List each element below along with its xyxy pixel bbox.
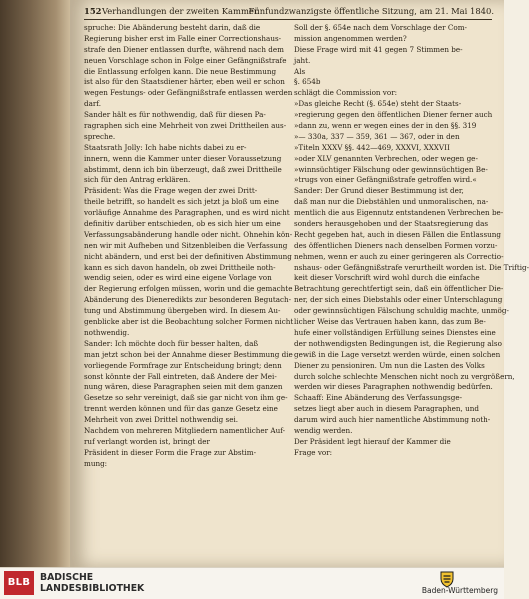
scanned-page: [70, 0, 529, 567]
text-line: spruche: Die Abänderung besteht darin, daß die: [84, 23, 261, 32]
text-line: tung und Abstimmung übergeben wird. In diesem Au-: [84, 306, 281, 316]
text-line: wendig seien, oder es wird eine eigene Vorlage von: [84, 273, 272, 283]
text-line: wendig werden.: [294, 425, 353, 435]
text-line: vorläufige Annahme des Paragraphen, und es wird nicht: [84, 208, 290, 218]
text-line: gewiß in die Lage versetzt werden würde, einen solchen: [294, 349, 501, 359]
text-line: sich für den Antrag erklären.: [84, 175, 191, 185]
text-line: licher Weise das Vertrauen haben kann, das zum Be-: [294, 317, 486, 327]
text-line: Diener zu pensioniren. Um nun die Lasten des Volks: [294, 360, 485, 370]
text-line: jaht.: [294, 55, 311, 65]
running-title-left: Verhandlungen der zweiten Kammer.: [102, 6, 260, 16]
text-line: genblicke aber ist die Beobachtung solcher Formen nicht: [84, 317, 294, 327]
text-line: Schaaff: Eine Abänderung des Verfassungsge-: [294, 393, 463, 403]
text-line: nehmen, wenn er auch zu einer geringeren als Correctio-: [294, 251, 504, 261]
text-line: nothwendig.: [84, 327, 130, 337]
book-spine: [0, 0, 70, 567]
text-line: nen wir mit Aufheben und Sitzenbleiben die Verfassung: [84, 240, 288, 250]
text-line: spreche.: [84, 131, 116, 141]
library-name: [40, 572, 144, 594]
text-line: Präsident: Was die Frage wegen der zwei Dritt-: [84, 186, 258, 196]
text-line: §. 654b: [294, 77, 321, 87]
running-title-right: Fünfundzwanzigste öffentliche Sitzung, am 21. Mai 1840.: [248, 6, 494, 16]
text-line: »Titeln XXXV §§. 442—469, XXXVI, XXXVII: [294, 142, 450, 152]
text-column-right: [294, 23, 529, 561]
text-line: Nachdem von mehreren Mitgliedern namentlicher Auf-: [84, 425, 286, 435]
text-line: der Regierung erfolgen müssen, worin und die gemachte: [84, 284, 293, 294]
text-line: theile betrifft, so handelt es sich jetzt ja bloß um eine: [84, 197, 279, 207]
text-line: »— 330a, 337 — 359, 361 — 367, oder in den: [294, 131, 460, 141]
text-line: daß man nur die Diebstählen und unmoralischen, na-: [294, 197, 489, 207]
text-line: kann es sich davon handeln, ob zwei Drittheile noth-: [84, 262, 276, 272]
text-line: nung wären, diese Paragraphen seien mit dem ganzen: [84, 382, 283, 392]
text-line: ruf verlangt worden ist, bringt der: [84, 436, 210, 446]
text-line: nicht abändern, und erst bei der definitiven Abstimmung: [84, 251, 292, 261]
text-line: Abänderung des Dieneredikts zur besonderen Begutach-: [84, 295, 292, 305]
library-name-line1: BADISCHE: [40, 572, 94, 583]
text-line: keit dieser Vorschrift wird wohl durch die einfache: [294, 273, 480, 283]
text-line: Sander hält es für nothwendig, daß für diesen Pa-: [84, 110, 266, 120]
text-line: Sander: Ich möchte doch für besser halten, daß: [84, 338, 259, 348]
text-line: »winnsüchtiger Fälschung oder gewinnsüchtigen Be-: [294, 164, 488, 174]
text-line: ragraphen sich eine Mehrheit von zwei Drittheilen aus-: [84, 121, 287, 131]
text-line: mentlich die aus Eigennutz entstandenen Verbrechen be-: [294, 208, 504, 218]
text-line: darf.: [84, 99, 102, 109]
page-number: 152: [84, 6, 102, 16]
text-line: Verfassungsabänderung handle oder nicht. Ohnehin kön-: [84, 229, 293, 239]
text-line: ist also für den Staatsdiener härter, eben weil er schon: [84, 77, 285, 87]
text-line: Präsident in dieser Form die Frage zur Abstim-: [84, 447, 257, 457]
text-line: Der Präsident legt hierauf der Kammer die: [294, 436, 451, 446]
text-line: darum wird auch hier namentliche Abstimmung noth-: [294, 415, 491, 425]
text-line: Frage vor:: [294, 447, 333, 457]
text-line: »trugs von einer Gefängnißstrafe getroffen wird.«: [294, 175, 477, 185]
text-line: oder gewinnsüchtigen Fälschung schuldig machte, unmög-: [294, 306, 509, 316]
text-line: Sander: Der Grund dieser Bestimmung ist der,: [294, 186, 464, 196]
text-line: sonst könnte der Fall eintreten, daß Andere der Mei-: [84, 371, 277, 381]
text-line: hufe einer vollständigen Erfüllung seines Dienstes eine: [294, 327, 496, 337]
text-line: Regierung bisher erst im Falle einer Correctionshaus-: [84, 33, 282, 43]
text-line: mung:: [84, 458, 108, 468]
text-line: werden wir dieses Paragraphen nothwendig bedürfen.: [294, 382, 493, 392]
text-line: Staatsrath Jolly: Ich habe nichts dabei zu er-: [84, 142, 247, 152]
text-line: sonders herausgehoben und der Staatsregierung das: [294, 219, 489, 229]
text-line: die Entlassung erfolgen kann. Die neue Bestimmung: [84, 66, 277, 76]
text-line: durch solche schlechte Menschen nicht noch zu vergrößern,: [294, 371, 515, 381]
text-line: Diese Frage wird mit 41 gegen 7 Stimmen be-: [294, 44, 463, 54]
text-line: Mehrheit von zwei Drittel nothwendig sei.: [84, 415, 239, 425]
text-line: Recht gegeben hat, auch in diesen Fällen die Entlassung: [294, 229, 501, 239]
state-name: Baden-Württemberg: [421, 586, 498, 595]
text-line: strafe den Diener entlassen durfte, während nach dem: [84, 44, 284, 54]
text-line: definitiv darüber entschieden, ob es sich hier um eine: [84, 219, 281, 229]
text-line: »Das gleiche Recht (§. 654e) steht der Staats-: [294, 99, 462, 109]
text-line: man jetzt schon bei der Annahme dieser Bestimmung die: [84, 349, 293, 359]
text-line: wegen Festungs- oder Gefängnißstrafe entlassen werden: [84, 88, 293, 98]
footer-bar: [0, 567, 504, 599]
text-line: der nothwendigsten Bedingungen ist, die Regierung also: [294, 338, 502, 348]
text-line: »regierung gegen den öffentlichen Diener ferner auch: [294, 110, 493, 120]
text-line: setzes liegt aber auch in diesem Paragraphen, und: [294, 404, 479, 414]
text-line: »oder XLV genannten Verbrechen, oder wegen ge-: [294, 153, 478, 163]
header-rule: [84, 19, 492, 20]
text-line: neuen Vorschlage schon in Folge einer Gefängnißstrafe: [84, 55, 287, 65]
text-line: ner, der sich eines Diebstahls oder einer Unterschlagung: [294, 295, 503, 305]
text-line: abstimmt, denn ich bin überzeugt, daß zwei Drittheile: [84, 164, 282, 174]
text-line: Betrachtung gerechtfertigt sein, daß ein öffentlicher Die-: [294, 284, 504, 294]
text-column-left: [84, 23, 294, 561]
running-header: [84, 6, 494, 20]
text-line: innern, wenn die Kammer unter dieser Voraussetzung: [84, 153, 282, 163]
text-line: Gesetze so sehr vereinigt, daß sie gar nicht von ihm ge-: [84, 393, 288, 403]
text-line: »dann zu, wenn er wegen eines der in den §§. 319: [294, 121, 477, 131]
text-line: nshaus- oder Gefängnißstrafe verurtheilt worden ist. Die Triftig-: [294, 262, 529, 272]
text-line: trennt werden können und für das ganze Gesetz eine: [84, 404, 278, 414]
blb-logo[interactable]: BLB: [4, 571, 34, 595]
text-line: Als: [294, 66, 306, 76]
library-name-line2: LANDESBIBLIOTHEK: [40, 583, 145, 594]
text-line: mission angenommen werden?: [294, 33, 407, 43]
text-line: Soll der §. 654e nach dem Vorschlage der Com-: [294, 23, 467, 32]
text-line: schlägt die Commission vor:: [294, 88, 398, 98]
text-line: des öffentlichen Dieners nach denselben Formen vorzu-: [294, 240, 498, 250]
text-line: vorliegende Formfrage zur Entscheidung bringt; denn: [84, 360, 282, 370]
